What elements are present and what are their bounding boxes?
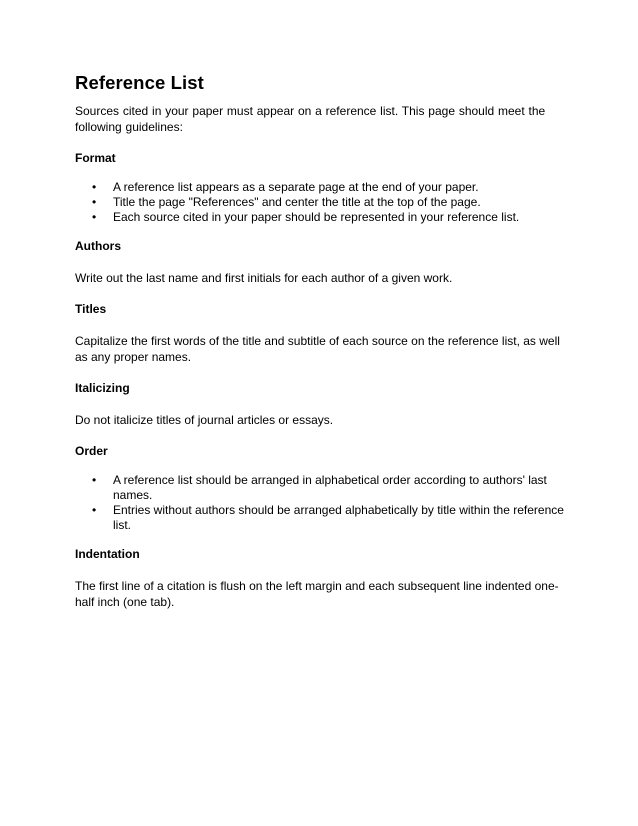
indentation-paragraph: The first line of a citation is flush on the left margin and each subsequent line indented one-half inch (one tab). — [75, 579, 559, 609]
list-item — [75, 503, 565, 533]
format-heading: Format — [75, 151, 116, 165]
italicizing-paragraph: Do not italicize titles of journal articles or essays. — [75, 413, 334, 427]
list-item — [75, 180, 565, 195]
list-item — [75, 473, 565, 503]
titles-paragraph: Capitalize the first words of the title and subtitle of each source on the reference list, as well as any proper names. — [75, 334, 560, 364]
bullet-icon: • — [92, 180, 97, 194]
order-list — [75, 473, 565, 533]
list-item-text: A reference list should be arranged in alphabetical order according to authors' last names. — [113, 473, 547, 502]
bullet-icon: • — [92, 210, 97, 224]
format-list — [75, 180, 565, 225]
order-heading: Order — [75, 444, 108, 458]
list-item-text: Title the page "References" and center the title at the top of the page. — [113, 195, 481, 209]
bullet-icon: • — [92, 195, 97, 209]
authors-paragraph: Write out the last name and first initials for each author of a given work. — [75, 271, 453, 285]
titles-heading: Titles — [75, 302, 107, 316]
list-item-text: Each source cited in your paper should be represented in your reference list. — [113, 210, 520, 224]
list-item — [75, 195, 565, 210]
intro-paragraph: Sources cited in your paper must appear on a reference list. This page should meet the following guidelines: — [75, 104, 546, 134]
bullet-icon: • — [92, 503, 97, 517]
authors-heading: Authors — [75, 239, 121, 253]
italicizing-heading: Italicizing — [75, 381, 130, 395]
list-item — [75, 210, 565, 225]
indentation-heading: Indentation — [75, 547, 140, 561]
bullet-icon: • — [92, 473, 97, 487]
document-page — [75, 72, 565, 610]
list-item-text: A reference list appears as a separate page at the end of your paper. — [113, 180, 479, 194]
page-title: Reference List — [75, 72, 204, 93]
list-item-text: Entries without authors should be arranged alphabetically by title within the reference list. — [113, 503, 564, 532]
